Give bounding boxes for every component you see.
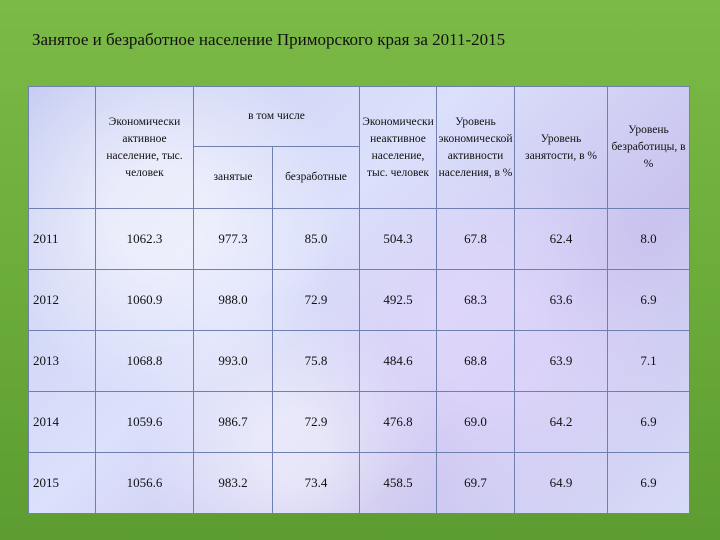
cell-year: 2015 bbox=[29, 453, 96, 514]
cell-unemployment: 7.1 bbox=[608, 331, 690, 392]
employment-table-container bbox=[28, 86, 689, 514]
header-activity-level: Уровень экономической активности населения, в % bbox=[437, 87, 515, 209]
cell-employed: 988.0 bbox=[194, 270, 273, 331]
header-inactive-population: Экономически неактивное население, тыс. человек bbox=[360, 87, 437, 209]
cell-active: 1062.3 bbox=[96, 209, 194, 270]
cell-unemployed: 72.9 bbox=[273, 270, 360, 331]
table-row bbox=[29, 331, 690, 392]
cell-unemployed: 85.0 bbox=[273, 209, 360, 270]
header-active-population: Экономически активное население, тыс. человек bbox=[96, 87, 194, 209]
header-employment-level: Уровень занятости, в % bbox=[515, 87, 608, 209]
cell-active: 1059.6 bbox=[96, 392, 194, 453]
header-unemployed: безработные bbox=[273, 147, 360, 209]
cell-year: 2012 bbox=[29, 270, 96, 331]
cell-year: 2014 bbox=[29, 392, 96, 453]
cell-employment: 63.6 bbox=[515, 270, 608, 331]
cell-inactive: 476.8 bbox=[360, 392, 437, 453]
cell-year: 2013 bbox=[29, 331, 96, 392]
cell-inactive: 504.3 bbox=[360, 209, 437, 270]
employment-table bbox=[28, 86, 690, 514]
cell-unemployed: 72.9 bbox=[273, 392, 360, 453]
table-row bbox=[29, 392, 690, 453]
cell-unemployment: 6.9 bbox=[608, 270, 690, 331]
header-unemployment-level: Уровень безработицы, в % bbox=[608, 87, 690, 209]
cell-activity: 69.0 bbox=[437, 392, 515, 453]
cell-inactive: 458.5 bbox=[360, 453, 437, 514]
header-employed: занятые bbox=[194, 147, 273, 209]
header-year bbox=[29, 87, 96, 209]
cell-active: 1068.8 bbox=[96, 331, 194, 392]
cell-employed: 977.3 bbox=[194, 209, 273, 270]
cell-inactive: 484.6 bbox=[360, 331, 437, 392]
cell-inactive: 492.5 bbox=[360, 270, 437, 331]
cell-activity: 68.8 bbox=[437, 331, 515, 392]
cell-employed: 986.7 bbox=[194, 392, 273, 453]
cell-employed: 983.2 bbox=[194, 453, 273, 514]
table-row bbox=[29, 209, 690, 270]
cell-activity: 69.7 bbox=[437, 453, 515, 514]
slide-title: Занятое и безработное население Приморского края за 2011-2015 bbox=[32, 30, 506, 49]
cell-activity: 68.3 bbox=[437, 270, 515, 331]
cell-unemployed: 75.8 bbox=[273, 331, 360, 392]
cell-employed: 993.0 bbox=[194, 331, 273, 392]
table-row bbox=[29, 270, 690, 331]
cell-employment: 64.2 bbox=[515, 392, 608, 453]
cell-year: 2011 bbox=[29, 209, 96, 270]
cell-employment: 62.4 bbox=[515, 209, 608, 270]
cell-unemployment: 8.0 bbox=[608, 209, 690, 270]
header-including-group: в том числе bbox=[194, 87, 360, 147]
cell-unemployment: 6.9 bbox=[608, 392, 690, 453]
cell-employment: 63.9 bbox=[515, 331, 608, 392]
cell-activity: 67.8 bbox=[437, 209, 515, 270]
cell-active: 1056.6 bbox=[96, 453, 194, 514]
cell-unemployment: 6.9 bbox=[608, 453, 690, 514]
cell-employment: 64.9 bbox=[515, 453, 608, 514]
cell-unemployed: 73.4 bbox=[273, 453, 360, 514]
table-row bbox=[29, 453, 690, 514]
cell-active: 1060.9 bbox=[96, 270, 194, 331]
